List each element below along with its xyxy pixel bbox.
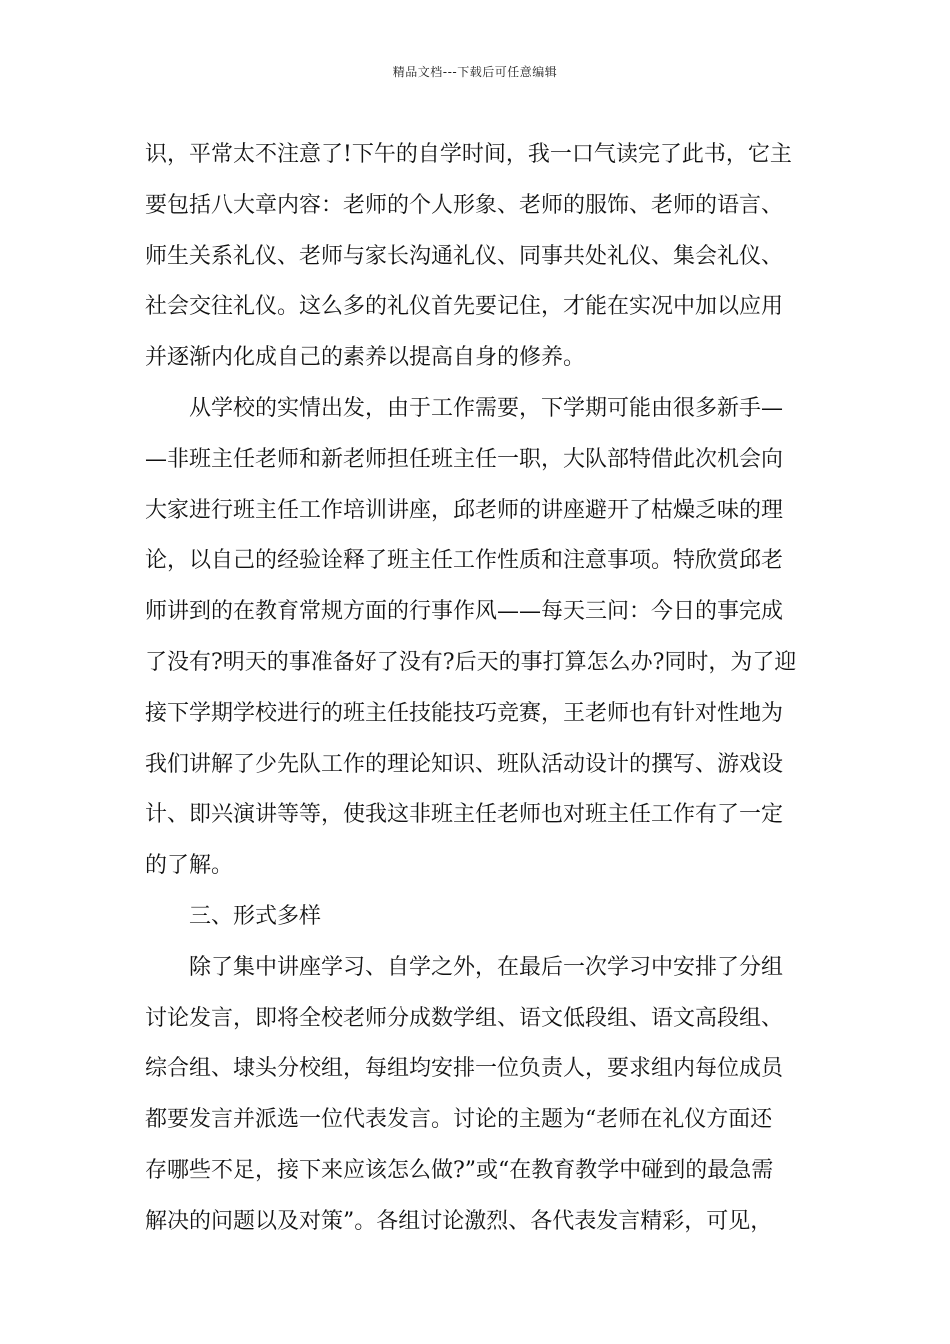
text-line: 综合组、埭头分校组，每组均安排一位负责人，要求组内每位成员: [145, 1056, 784, 1082]
text-line: 社会交往礼仪。这么多的礼仪首先要记住，才能在实况中加以应用: [145, 294, 784, 320]
document-body: [145, 130, 809, 1248]
text-line: 师讲到的在教育常规方面的行事作风——每天三问：今日的事完成: [145, 599, 784, 625]
text-line: 师生关系礼仪、老师与家长沟通礼仪、同事共处礼仪、集会礼仪、: [145, 243, 784, 269]
text-line: 接下学期学校进行的班主任技能技巧竞赛，王老师也有针对性地为: [145, 700, 784, 726]
text-line: 我们讲解了少先队工作的理论知识、班队活动设计的撰写、游戏设: [145, 751, 784, 777]
text-line: 从学校的实情出发，由于工作需要，下学期可能由很多新手—: [189, 395, 784, 421]
text-line: 都要发言并派选一位代表发言。讨论的主题为“老师在礼仪方面还: [145, 1107, 773, 1133]
text-line: 了没有?明天的事准备好了没有?后天的事打算怎么办?同时，为了迎: [145, 649, 797, 675]
text-line: 要包括八大章内容：老师的个人形象、老师的服饰、老师的语言、: [145, 192, 784, 218]
text-line: 讨论发言，即将全校老师分成数学组、语文低段组、语文高段组、: [145, 1005, 784, 1031]
text-line: 三、形式多样: [189, 903, 322, 929]
text-line: 存哪些不足，接下来应该怎么做?”或“在教育教学中碰到的最急需: [145, 1157, 774, 1183]
text-line: —非班主任老师和新老师担任班主任一职，大队部特借此次机会向: [145, 446, 784, 472]
text-line: 计、即兴演讲等等，使我这非班主任老师也对班主任工作有了一定: [145, 802, 784, 828]
text-line: 解决的问题以及对策”。各组讨论激烈、各代表发言精彩，可见，: [145, 1208, 773, 1234]
text-line: 识，平常太不注意了!下午的自学时间，我一口气读完了此书，它主: [145, 142, 792, 167]
page-header: 精品文档---下载后可任意编辑: [392, 65, 558, 79]
text-line: 论，以自己的经验诠释了班主任工作性质和注意事项。特欣赏邱老: [145, 548, 784, 574]
text-line: 并逐渐内化成自己的素养以提高自身的修养。: [145, 345, 586, 371]
text-line: 除了集中讲座学习、自学之外，在最后一次学习中安排了分组: [189, 954, 784, 980]
text-line: 大家进行班主任工作培训讲座，邱老师的讲座避开了枯燥乏味的理: [145, 497, 784, 523]
text-line: 的了解。: [145, 853, 234, 879]
